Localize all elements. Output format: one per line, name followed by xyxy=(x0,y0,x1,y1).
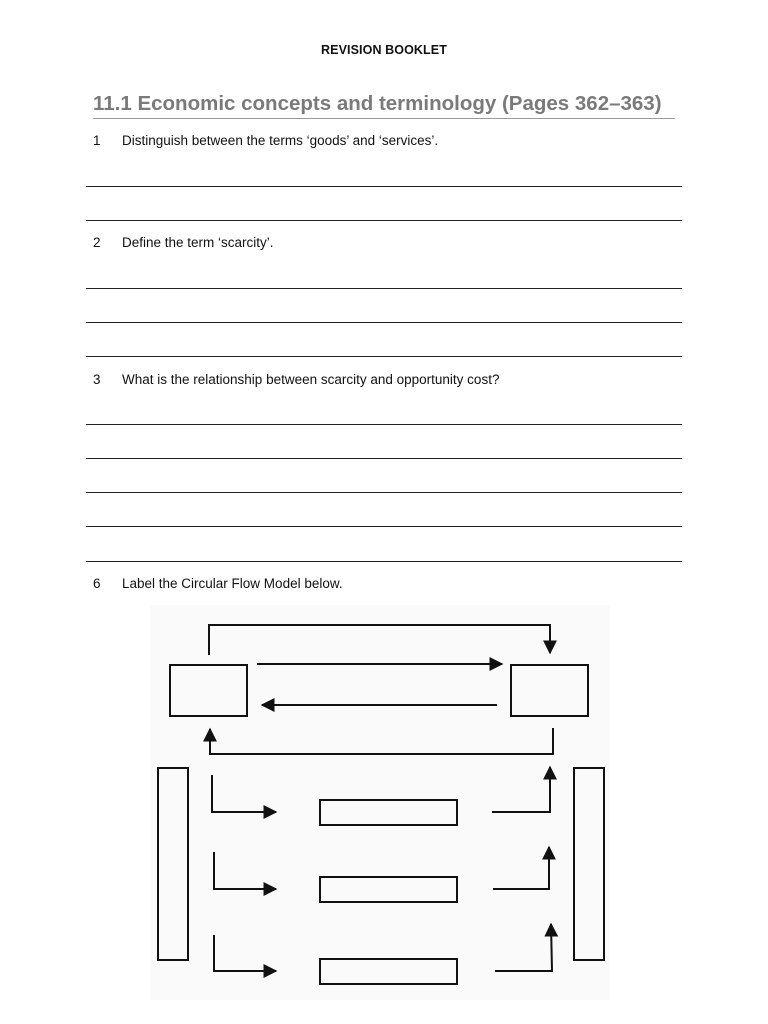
question-text: Distinguish between the terms ‘goods’ and ‘services’. xyxy=(122,133,439,148)
question-number: 6 xyxy=(93,576,101,591)
question-6 xyxy=(93,576,343,591)
answer-line[interactable] xyxy=(86,356,682,357)
answer-line[interactable] xyxy=(86,458,682,459)
question-number: 3 xyxy=(93,372,101,387)
circular-flow-diagram xyxy=(150,605,610,1000)
question-number: 2 xyxy=(93,235,101,250)
answer-line[interactable] xyxy=(86,561,682,562)
section-title: 11.1 Economic concepts and terminology (Pages 362–363) xyxy=(93,92,675,119)
question-text: What is the relationship between scarcity and opportunity cost? xyxy=(122,372,500,387)
answer-line[interactable] xyxy=(86,186,682,187)
answer-line[interactable] xyxy=(86,492,682,493)
booklet-header: REVISION BOOKLET xyxy=(321,43,447,57)
question-number: 1 xyxy=(93,133,101,148)
question-text: Define the term ‘scarcity’. xyxy=(122,235,274,250)
question-text: Label the Circular Flow Model below. xyxy=(122,576,343,591)
answer-line[interactable] xyxy=(86,322,682,323)
question-3 xyxy=(93,372,499,387)
answer-line[interactable] xyxy=(86,288,682,289)
answer-line[interactable] xyxy=(86,526,682,527)
question-1 xyxy=(93,133,438,148)
answer-line[interactable] xyxy=(86,424,682,425)
answer-line[interactable] xyxy=(86,220,682,221)
question-2 xyxy=(93,235,274,250)
